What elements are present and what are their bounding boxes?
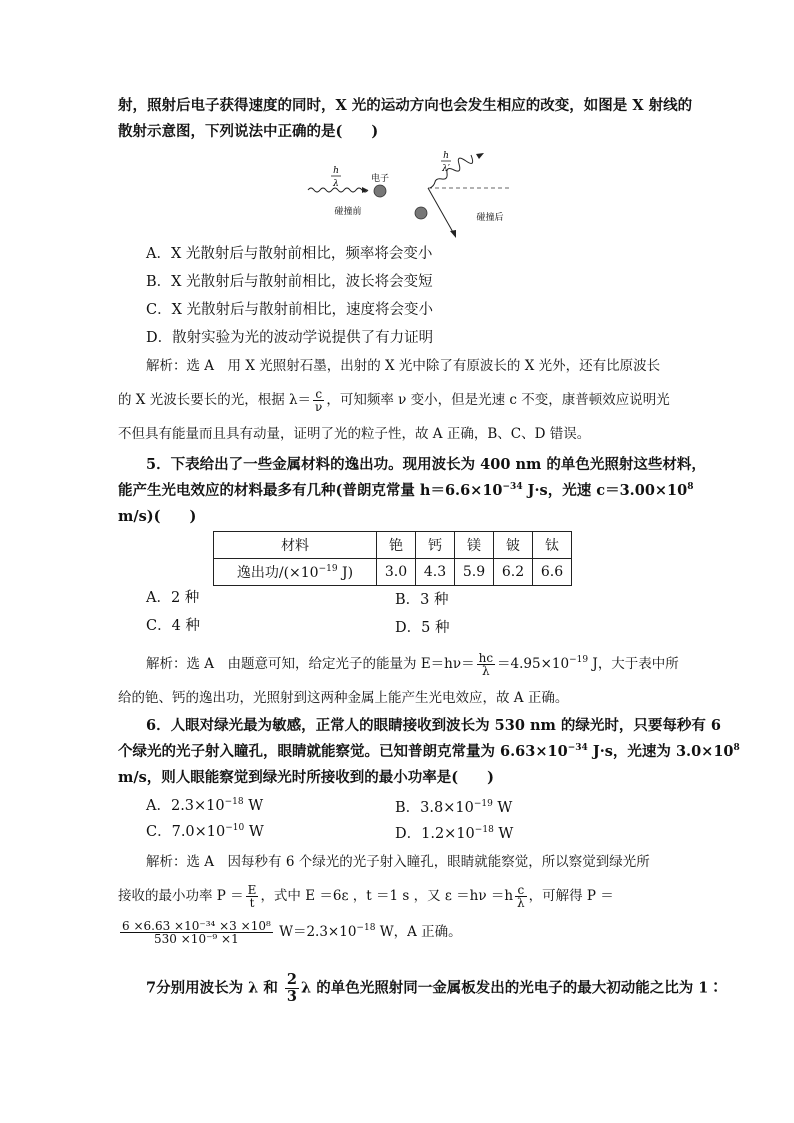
- q7-stem-line1: 7分别用波长为 λ 和 $\frac{2}{3}$ λ 的单色光照射同一金属板发出的光电子的最大初动能之比为 1∶: [146, 971, 723, 1005]
- h-after: h: [443, 151, 449, 161]
- recoil-electron: [415, 188, 456, 238]
- q5-option-b: B．3 种: [395, 592, 449, 608]
- q4-option-b: B．X 光散射后与散射前相比，波长将会变短: [146, 274, 433, 290]
- h-before: h: [333, 166, 339, 176]
- table-row: [214, 532, 572, 559]
- q4-analysis-line3: 不但具有能量而且具有动量，证明了光的粒子性，故 A 正确，B、C、D 错误。: [118, 426, 591, 442]
- x-ray-scattering-diagram: [300, 148, 540, 240]
- table-cell: 6.2: [494, 559, 533, 586]
- q5-stem-line3: m/s)( ): [118, 508, 197, 525]
- table-cell: 钛: [533, 532, 572, 559]
- table-cell: 5.9: [455, 559, 494, 586]
- lambda-after: λ′: [442, 164, 450, 174]
- electron-label: 电子: [370, 174, 390, 184]
- table-cell: 6.6: [533, 559, 572, 586]
- table-header-cell: 材料: [214, 532, 377, 559]
- scattered-photon: [430, 153, 484, 188]
- q4-option-a: A．X 光散射后与散射前相比，频率将会变小: [146, 246, 433, 262]
- q6-analysis-line2: 接收的最小功率 P ＝ $\frac{E}{t}$ ，式中 E ＝6ε ，t ＝1 s ，又 ε ＝hν ＝h $\frac{c}{\lambda}$ ，可解得 P ＝: [118, 883, 614, 910]
- table-cell: 3.0: [377, 559, 416, 586]
- q5-option-d: D．5 种: [395, 620, 450, 636]
- q6-analysis-line1: 解析：选 A 因每秒有 6 个绿光的光子射入瞳孔，眼睛就能察觉，所以察觉到绿光所: [146, 854, 650, 870]
- q4-stem-line2: 散射示意图，下列说法中正确的是( ): [118, 123, 379, 140]
- before-label: 碰撞前: [334, 207, 362, 217]
- q5-option-a: A．2 种: [146, 590, 200, 606]
- lambda-before: λ: [333, 179, 339, 189]
- q5-stem-line1: 5．下表给出了一些金属材料的逸出功。现用波长为 400 nm 的单色光照射这些材料，: [146, 456, 706, 473]
- q6-option-a: A．$2.3\times 10^{-18}$ W: [146, 797, 264, 814]
- q6-option-c: C．$7.0\times 10^{-10}$ W: [146, 823, 264, 840]
- q4-analysis-line2: 的 X 光波长要长的光，根据 λ＝ $\frac{c}{\nu}$ ，可知频率 ν 变小，但是光速 c 不变，康普顿效应说明光: [118, 387, 670, 414]
- q6-analysis-line3: $\frac{\text{6 ×6.63 ×10⁻³⁴ ×3 ×10⁸}}{\text{530 ×10⁻⁹ ×1}}$ $W=2.3\times 10^{-18}$ W，A 正确。: [122, 919, 462, 946]
- q6-option-d: D．$1.2\times 10^{-18}$ W: [395, 825, 514, 842]
- q6-stem-line2: 个绿光的光子射入瞳孔，眼睛就能察觉。已知普朗克常量为 $6.63\times 10^{-34}$ J·s，光速为 $3.0\times 10^8$: [118, 743, 740, 760]
- q4-option-c: C．X 光散射后与散射前相比，速度将会变小: [146, 302, 434, 318]
- electron-before: [374, 185, 386, 197]
- q5-analysis-line2: 给的铯、钙的逸出功，光照射到这两种金属上能产生光电效应，故 A 正确。: [118, 690, 569, 706]
- table-cell: 钙: [416, 532, 455, 559]
- q5-option-c: C．4 种: [146, 618, 200, 634]
- q4-stem-line1: 射，照射后电子获得速度的同时，X 光的运动方向也会发生相应的改变，如图是 X 射线的: [118, 97, 693, 114]
- table-row-label: 逸出功$/(\times 10^{-19}$ J): [214, 559, 377, 586]
- q5-analysis-line1: 解析：选 A 由题意可知，给定光子的能量为 E＝hν＝ $\frac{hc}{\lambda}$ $=4.95\times 10^{-19}$ J，大于表中所: [146, 651, 679, 678]
- after-label: 碰撞后: [476, 213, 504, 223]
- q5-stem-line2: 能产生光电效应的材料最多有几种(普朗克常量 $h=6.6\times 10^{-34}$ J·s，光速 $c=3.00\times 10^8$: [118, 482, 694, 499]
- table-row: [214, 559, 572, 586]
- table-cell: 铍: [494, 532, 533, 559]
- work-function-table: [213, 531, 572, 586]
- q4-analysis-line1: 解析：选 A 用 X 光照射石墨，出射的 X 光中除了有原波长的 X 光外，还有比原波长: [146, 358, 661, 374]
- q4-option-d: D．散射实验为光的波动学说提供了有力证明: [146, 330, 434, 346]
- q6-stem-line3: m/s，则人眼能察觉到绿光时所接收到的最小功率是( ): [118, 769, 495, 786]
- table-cell: 铯: [377, 532, 416, 559]
- q6-stem-line1: 6．人眼对绿光最为敏感，正常人的眼睛接收到波长为 530 nm 的绿光时，只要每秒有 6: [146, 717, 722, 734]
- q6-option-b: B．$3.8\times 10^{-19}$ W: [395, 799, 513, 816]
- table-cell: 4.3: [416, 559, 455, 586]
- table-cell: 镁: [455, 532, 494, 559]
